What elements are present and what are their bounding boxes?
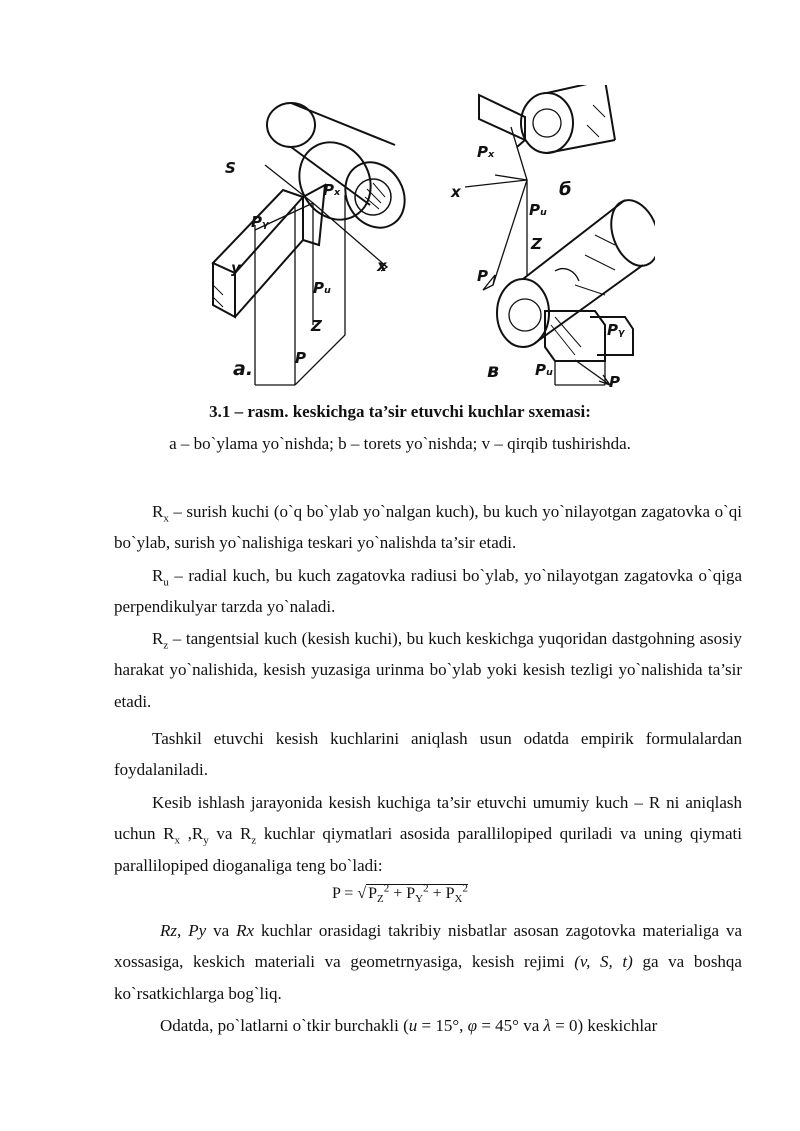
label-p-a: P: [295, 349, 306, 367]
label-py-v: Pᵧ: [607, 321, 625, 339]
paragraph-ru: [114, 560, 742, 623]
label-pz-a: Pᵤ: [313, 279, 331, 297]
figure-caption-subtitle: a – bo`ylama yo`nishda; b – torets yo`nishda; v – qirqib tushirishda.: [169, 434, 631, 453]
paragraph-ratios: [114, 915, 742, 1009]
label-py-a: Pᵧ: [251, 213, 269, 231]
total-force-text-4: kuchlar qiymatlari asosida parallilopiped quriladi va uning qiymati parallilopiped dioganaliga teng bo`ladi:: [114, 824, 742, 875]
formula-sub-x: X: [454, 893, 463, 906]
workpiece-a: [267, 103, 416, 238]
label-z-b: Z: [531, 235, 542, 253]
workpiece-b: [521, 85, 615, 153]
label-y-a: y: [231, 259, 241, 277]
sqrt-symbol: √: [357, 885, 367, 902]
empirical-text: Tashkil etuvchi kesish kuchlarini aniqlash usun odatda empirik formulalardan foydalaniladi.: [114, 729, 742, 780]
ratio-comma: ,: [177, 921, 189, 940]
angle-u: u: [408, 1016, 418, 1035]
paragraph-rx: [114, 496, 742, 559]
rx-subscript: x: [163, 512, 169, 525]
figure-caption-title: 3.1 – rasm. keskichga ta’sir etuvchi kuchlar sxemasi:: [209, 402, 591, 421]
label-b: б: [559, 179, 572, 200]
formula-exp-2: 2: [423, 882, 429, 895]
formula-pz: P: [368, 885, 378, 902]
label-s-a: S: [225, 159, 236, 177]
rx-symbol: R: [152, 502, 164, 521]
label-x-a: x: [377, 257, 387, 275]
formula-exp-1: 2: [383, 882, 390, 895]
steels-text-3: = 45° va: [477, 1016, 544, 1035]
label-p-b: P: [477, 267, 488, 285]
total-force-text-2: ,R: [180, 824, 204, 844]
ru-symbol: R: [152, 566, 164, 585]
ratio-va: va: [206, 921, 237, 940]
ratio-rz: Rz: [160, 921, 177, 940]
label-z-a: Z: [311, 317, 322, 335]
formula-py: + P: [389, 885, 416, 902]
formula-radicand: [366, 882, 468, 906]
total-force-sub-x: x: [174, 834, 180, 847]
label-x-b: x: [451, 183, 461, 201]
rz-subscript: z: [163, 639, 169, 652]
ru-text: – radial kuch, bu kuch zagatovka radiusi bo`ylab, yo`nilayotgan zagatovka o`qiga perpendikulyar tarzda yo`naladi.: [114, 566, 742, 617]
formula-sub-y: Y: [415, 893, 424, 906]
formula-exp-3: 2: [462, 882, 468, 895]
label-v: в: [487, 360, 500, 382]
label-px-a: Pₓ: [323, 181, 341, 199]
total-force-text-1: Kesib ishlash jarayonida kesish kuchiga ta’sir etuvchi umumiy kuch – R ni aniqlash uchun R: [114, 793, 742, 844]
ratio-end: ga va boshqa ko`rsatkichlarga bog`liq.: [114, 952, 742, 1003]
label-a: a.: [233, 358, 254, 380]
angle-lambda: λ: [543, 1016, 551, 1035]
paragraph-total-force: [114, 787, 742, 881]
rz-text: – tangentsial kuch (kesish kuchi), bu kuch keskichga yuqoridan dastgohning asosiy harakat yo`nalishida, kesish yuzasiga urinma bo`ylab yoki kesish tezligi yo`nalishida ta’sir etadi.: [114, 629, 742, 711]
label-p-v: P: [609, 373, 620, 391]
force-diagram-figure: [195, 85, 655, 395]
ratio-py: Py: [188, 921, 207, 940]
total-force-sub-y: y: [203, 834, 209, 847]
ratio-text: kuchlar orasidagi takribiy nisbatlar asosan zagotovka materialiga va xossasiga, keskich materiali va geometrnyasiga, kesish rejimi: [114, 921, 743, 972]
formula-sub-z: Z: [377, 893, 384, 906]
ratio-rx: Rx: [236, 921, 255, 940]
total-force-text-3: va R: [208, 824, 252, 844]
paragraph-steels: [114, 1010, 742, 1041]
steels-text-1: Odatda, po`latlarni o`tkir burchakli (: [160, 1016, 409, 1035]
ratio-vst: (v, S, t): [574, 952, 633, 972]
angle-phi: φ: [467, 1016, 478, 1035]
label-pz-b: Pᵤ: [529, 201, 547, 219]
label-pz-v: Pᵤ: [535, 361, 553, 379]
steels-text-4: = 0) keskichlar: [550, 1016, 658, 1035]
resultant-force-formula: [0, 882, 800, 906]
workpiece-v: [497, 194, 655, 347]
label-px-b: Pₓ: [477, 143, 495, 161]
steels-text-2: = 15°,: [417, 1016, 468, 1035]
ru-subscript: u: [163, 576, 169, 589]
formula-lhs: P =: [332, 885, 358, 902]
cutting-tool-b: [465, 95, 527, 290]
total-force-sub-z: z: [251, 834, 257, 847]
paragraph-empirical: [114, 723, 742, 786]
rx-text: – surish kuchi (o`q bo`ylab yo`nalgan kuch), bu kuch yo`nilayotgan zagatovka o`qi bo`ylab, surish yo`nalishiga teskari yo`nalishda ta’sir etadi.: [114, 502, 742, 553]
rz-symbol: R: [152, 629, 164, 648]
formula-px: + P: [428, 885, 455, 902]
paragraph-rz: [114, 623, 742, 717]
